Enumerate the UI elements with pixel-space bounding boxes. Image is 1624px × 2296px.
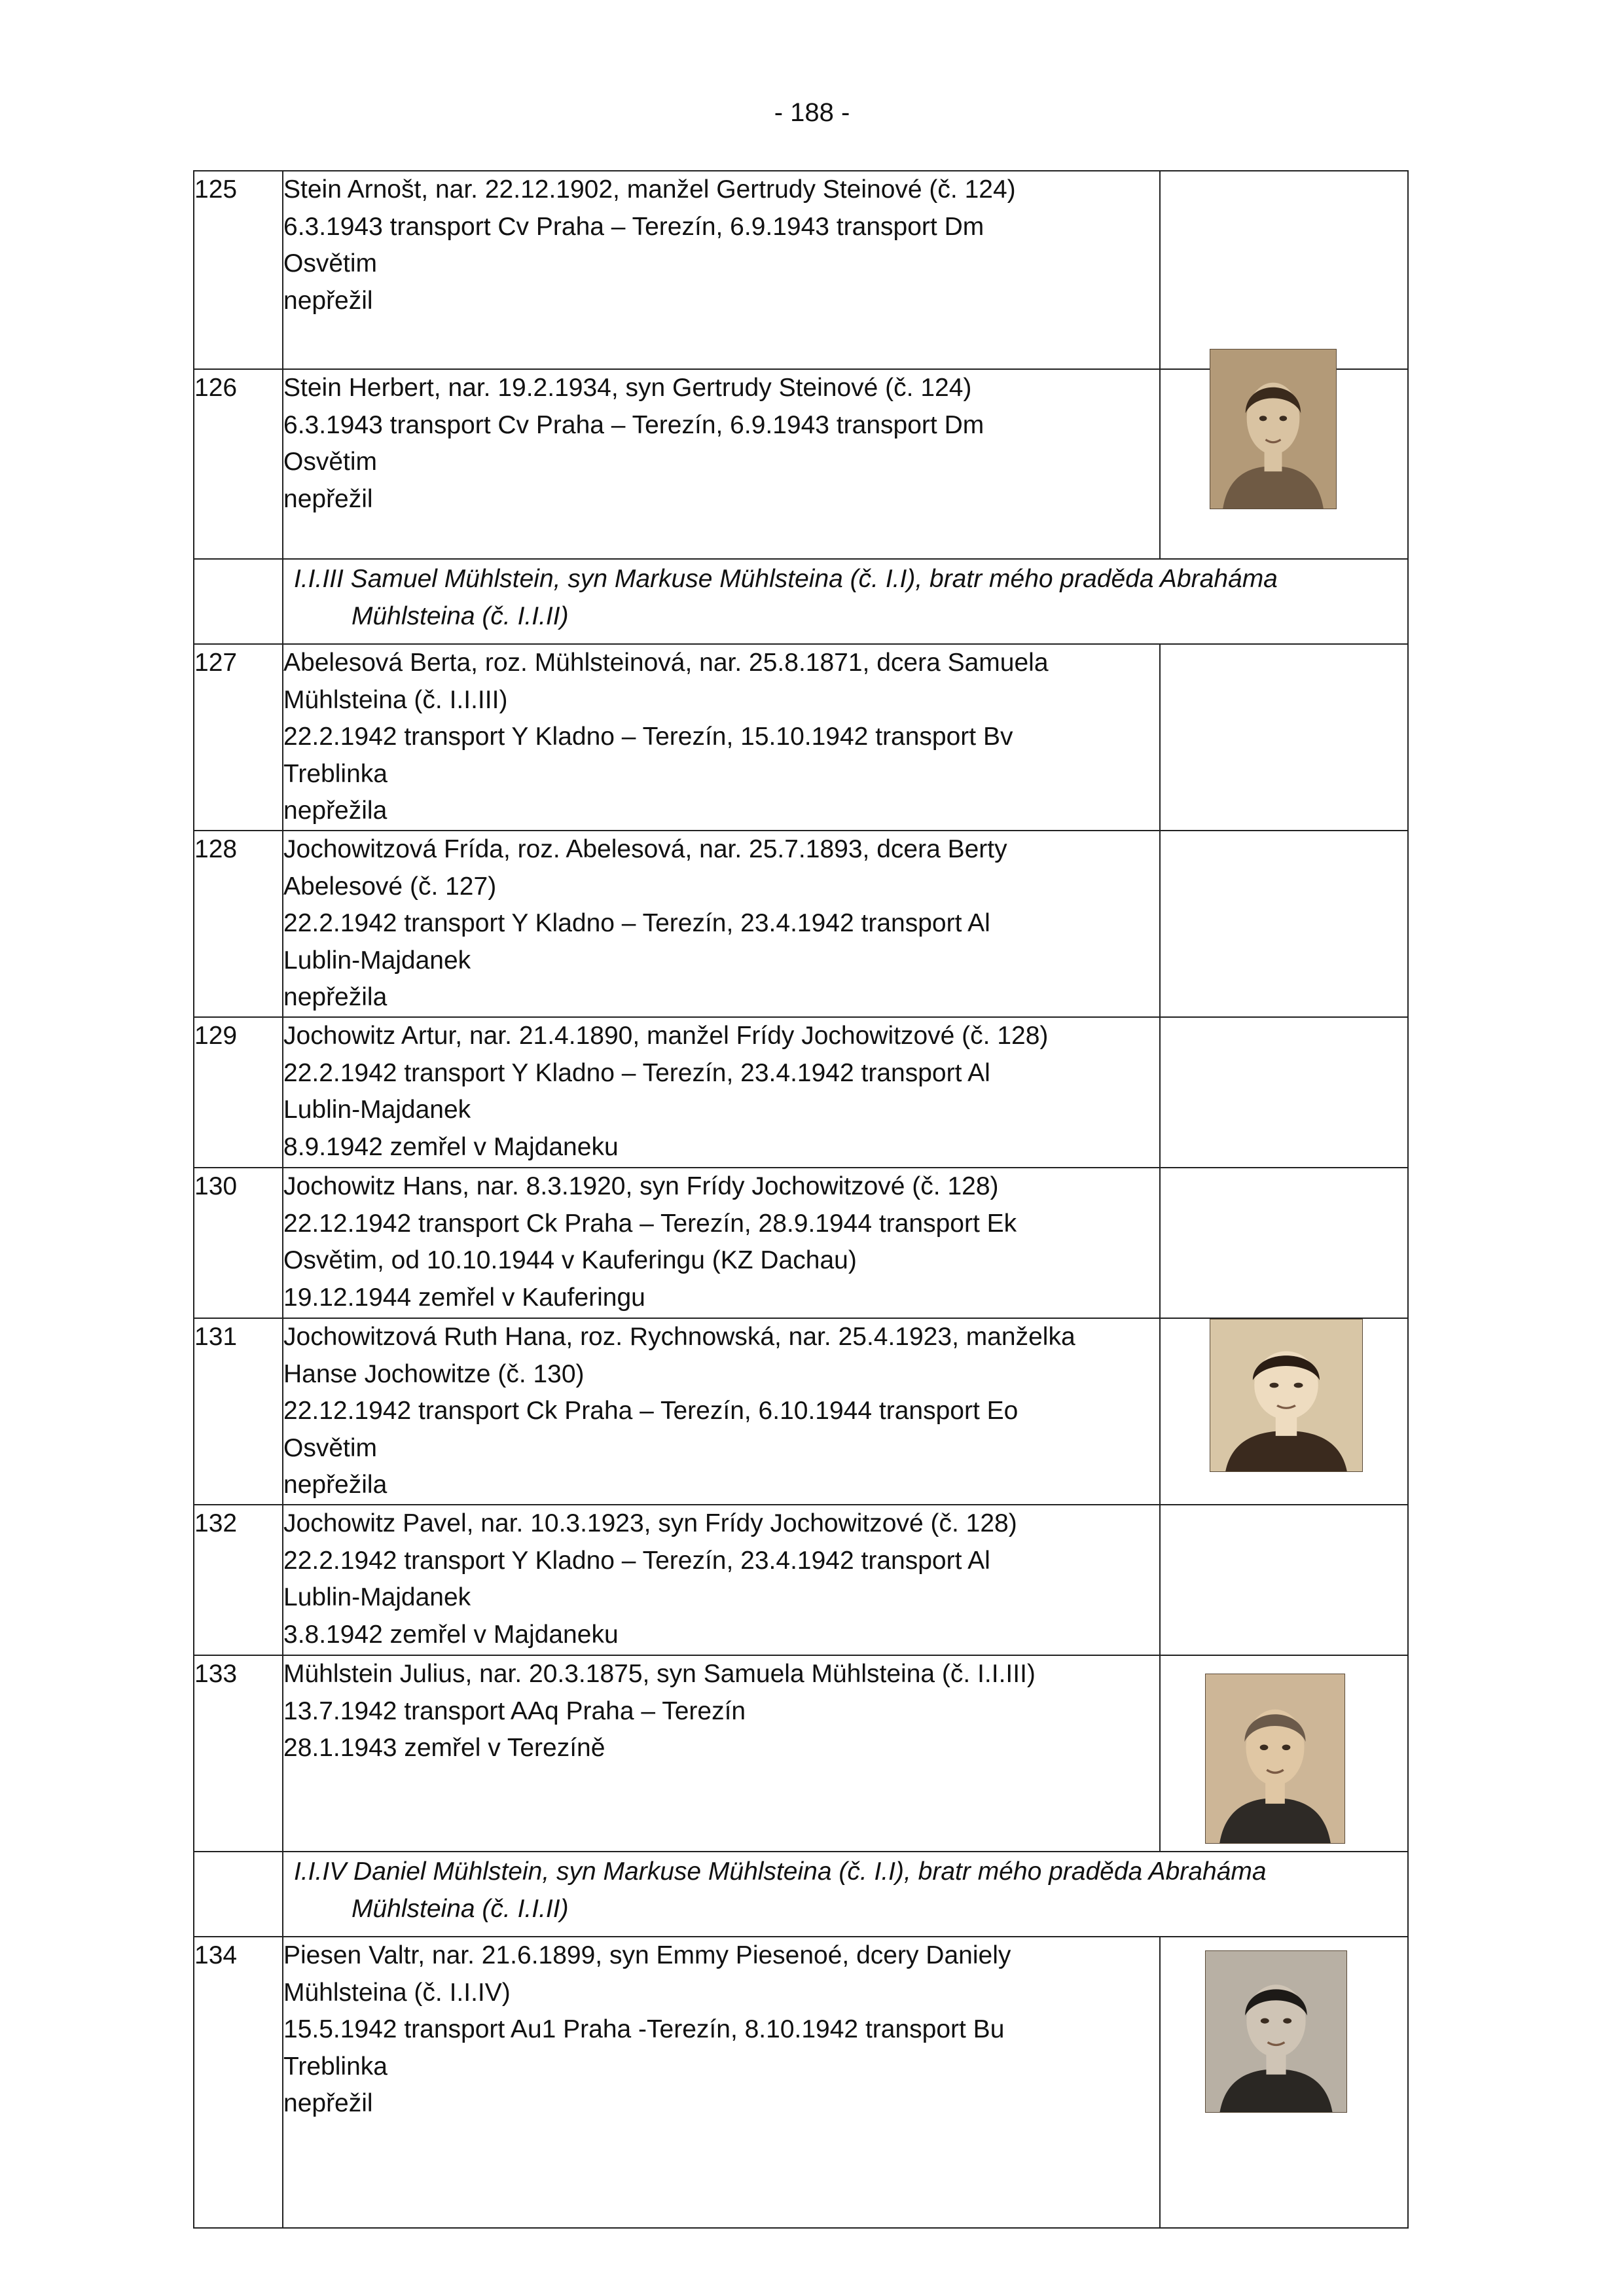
photo-cell bbox=[1160, 1318, 1408, 1505]
photo-cell bbox=[1160, 644, 1408, 831]
record-row bbox=[194, 831, 1408, 1017]
record-number: 127 bbox=[194, 644, 283, 831]
photo-cell bbox=[1160, 831, 1408, 1017]
record-line: Abelesové (č. 127) bbox=[283, 872, 497, 901]
record-number: 128 bbox=[194, 831, 283, 1017]
record-line: Mühlstein Julius, nar. 20.3.1875, syn Samuela Mühlsteina (č. I.I.III) bbox=[283, 1660, 1036, 1688]
record-number: 133 bbox=[194, 1655, 283, 1852]
record-line: Jochowitz Hans, nar. 8.3.1920, syn Frídy Jochowitzové (č. 128) bbox=[283, 1172, 999, 1200]
photo-portrait-woman bbox=[1210, 1319, 1363, 1472]
record-line: Stein Herbert, nar. 19.2.1934, syn Gertrudy Steinové (č. 124) bbox=[283, 374, 972, 402]
record-line: Osvětim, od 10.10.1944 v Kauferingu (KZ Dachau) bbox=[283, 1246, 857, 1274]
record-line: Lublin-Majdanek bbox=[283, 1096, 471, 1124]
record-line: 28.1.1943 zemřel v Terezíně bbox=[283, 1734, 605, 1762]
record-line: nepřežil bbox=[283, 484, 373, 513]
photo-cell bbox=[1160, 171, 1408, 369]
photo-cell bbox=[1160, 1505, 1408, 1655]
record-line: Treblinka bbox=[283, 759, 388, 788]
record-line: nepřežil bbox=[283, 2089, 373, 2117]
record-text bbox=[283, 1937, 1160, 2228]
record-line: 22.2.1942 transport Y Kladno – Terezín, 23.4.1942 transport Al bbox=[283, 909, 990, 937]
record-line: 22.2.1942 transport Y Kladno – Terezín, 15.10.1942 transport Bv bbox=[283, 723, 1013, 751]
record-line: 22.12.1942 transport Ck Praha – Terezín, 6.10.1944 transport Eo bbox=[283, 1397, 1019, 1425]
section-heading-line: I.I.III Samuel Mühlstein, syn Markuse Mühlsteina (č. I.I), bratr mého praděda Abraháma bbox=[294, 565, 1278, 593]
section-heading-row bbox=[194, 559, 1408, 644]
section-heading-line: Mühlsteina (č. I.I.II) bbox=[352, 601, 569, 630]
record-number: 129 bbox=[194, 1017, 283, 1168]
record-line: Lublin-Majdanek bbox=[283, 1583, 471, 1611]
record-line: Stein Arnošt, nar. 22.12.1902, manžel Gertrudy Steinové (č. 124) bbox=[283, 175, 1016, 204]
record-number: 131 bbox=[194, 1318, 283, 1505]
victims-table bbox=[193, 170, 1409, 2229]
record-line: 8.9.1942 zemřel v Majdaneku bbox=[283, 1132, 619, 1161]
record-line: nepřežila bbox=[283, 983, 388, 1011]
section-heading-line: I.I.IV Daniel Mühlstein, syn Markuse Mühlsteina (č. I.I), bratr mého praděda Abraháma bbox=[294, 1857, 1267, 1886]
record-text bbox=[283, 1505, 1160, 1655]
record-line: 22.12.1942 transport Ck Praha – Terezín, 28.9.1944 transport Ek bbox=[283, 1209, 1017, 1238]
record-text bbox=[283, 644, 1160, 831]
photo-cell bbox=[1160, 1937, 1408, 2228]
record-line: 22.2.1942 transport Y Kladno – Terezín, 23.4.1942 transport Al bbox=[283, 1546, 990, 1575]
record-text bbox=[283, 369, 1160, 559]
section-number-cell bbox=[194, 559, 283, 644]
record-number: 130 bbox=[194, 1168, 283, 1318]
record-line: Treblinka bbox=[283, 2052, 388, 2081]
record-line: 6.3.1943 transport Cv Praha – Terezín, 6.9.1943 transport Dm bbox=[283, 410, 984, 439]
record-line: 6.3.1943 transport Cv Praha – Terezín, 6.9.1943 transport Dm bbox=[283, 212, 984, 241]
record-text bbox=[283, 1655, 1160, 1852]
record-line: Osvětim bbox=[283, 249, 378, 278]
record-number: 134 bbox=[194, 1937, 283, 2228]
record-row bbox=[194, 1168, 1408, 1318]
record-line: Mühlsteina (č. I.I.IV) bbox=[283, 1978, 511, 2007]
record-line: nepřežil bbox=[283, 286, 373, 315]
section-number-cell bbox=[194, 1852, 283, 1937]
photo-portrait-older-man bbox=[1205, 1674, 1345, 1844]
section-heading-row bbox=[194, 1852, 1408, 1937]
record-line: 3.8.1942 zemřel v Majdaneku bbox=[283, 1620, 619, 1649]
record-text bbox=[283, 831, 1160, 1017]
record-line: Jochowitzová Frída, roz. Abelesová, nar. 25.7.1893, dcera Berty bbox=[283, 835, 1007, 863]
section-heading bbox=[283, 559, 1408, 644]
record-row bbox=[194, 1655, 1408, 1852]
record-text bbox=[283, 1318, 1160, 1505]
photo-cell bbox=[1160, 1655, 1408, 1852]
photo-cell bbox=[1160, 1017, 1408, 1168]
record-line: 13.7.1942 transport AAq Praha – Terezín bbox=[283, 1696, 746, 1725]
record-line: Jochowitz Artur, nar. 21.4.1890, manžel Frídy Jochowitzové (č. 128) bbox=[283, 1022, 1049, 1050]
record-line: Hanse Jochowitze (č. 130) bbox=[283, 1359, 585, 1388]
record-line: nepřežila bbox=[283, 1471, 388, 1499]
record-line: Abelesová Berta, roz. Mühlsteinová, nar. 25.8.1871, dcera Samuela bbox=[283, 649, 1049, 677]
record-row bbox=[194, 1017, 1408, 1168]
record-row bbox=[194, 369, 1408, 559]
page-number: - 188 - bbox=[774, 98, 850, 127]
record-line: 19.12.1944 zemřel v Kauferingu bbox=[283, 1283, 645, 1312]
photo-portrait-man bbox=[1205, 1950, 1347, 2113]
section-heading-line: Mühlsteina (č. I.I.II) bbox=[352, 1894, 569, 1923]
record-number: 132 bbox=[194, 1505, 283, 1655]
photo-cell bbox=[1160, 369, 1408, 559]
record-row bbox=[194, 1505, 1408, 1655]
record-line: Piesen Valtr, nar. 21.6.1899, syn Emmy Piesenoé, dcery Daniely bbox=[283, 1941, 1011, 1969]
record-text bbox=[283, 1017, 1160, 1168]
photo-portrait-boy bbox=[1210, 349, 1337, 509]
record-line: Jochowitz Pavel, nar. 10.3.1923, syn Frídy Jochowitzové (č. 128) bbox=[283, 1509, 1017, 1537]
record-line: 22.2.1942 transport Y Kladno – Terezín, 23.4.1942 transport Al bbox=[283, 1058, 990, 1087]
record-row bbox=[194, 1318, 1408, 1505]
record-number: 125 bbox=[194, 171, 283, 369]
record-line: Jochowitzová Ruth Hana, roz. Rychnowská, nar. 25.4.1923, manželka bbox=[283, 1323, 1075, 1351]
section-heading bbox=[283, 1852, 1408, 1937]
record-line: Lublin-Majdanek bbox=[283, 946, 471, 975]
record-line: Osvětim bbox=[283, 448, 378, 476]
record-line: Osvětim bbox=[283, 1433, 378, 1462]
record-text bbox=[283, 1168, 1160, 1318]
record-row bbox=[194, 171, 1408, 369]
record-line: Mühlsteina (č. I.I.III) bbox=[283, 685, 508, 714]
record-text bbox=[283, 171, 1160, 369]
record-line: 15.5.1942 transport Au1 Praha -Terezín, 8.10.1942 transport Bu bbox=[283, 2015, 1005, 2043]
record-row bbox=[194, 644, 1408, 831]
record-line: nepřežila bbox=[283, 797, 388, 825]
record-number: 126 bbox=[194, 369, 283, 559]
record-row bbox=[194, 1937, 1408, 2228]
photo-cell bbox=[1160, 1168, 1408, 1318]
